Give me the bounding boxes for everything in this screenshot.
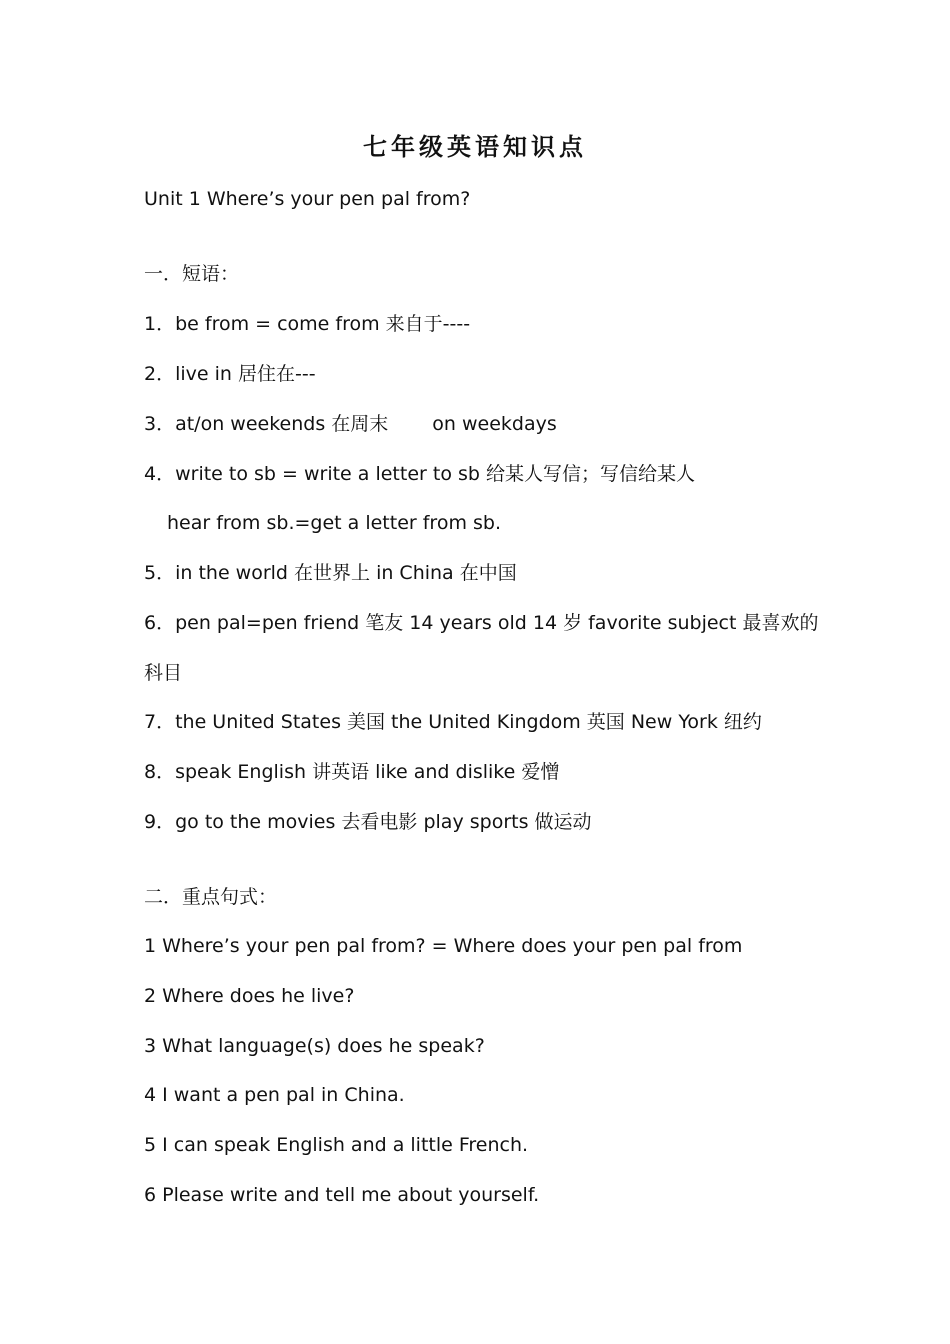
phrase-item-1: 1．be from = come from 来自于---- bbox=[144, 313, 471, 335]
sentence-item-5: 5 I can speak English and a little French. bbox=[144, 1134, 529, 1156]
unit-heading: Unit 1 Where’s your pen pal from? bbox=[144, 188, 471, 210]
phrase-item-3-part-a: 3．at/on weekends 在周末 bbox=[144, 413, 389, 435]
phrase-item-4: 4．write to sb = write a letter to sb 给某人写信；写信给某人 bbox=[144, 463, 695, 485]
phrase-item-4-continued: hear from sb.=get a letter from sb. bbox=[167, 512, 501, 534]
phrase-item-7: 7．the United States 美国 the United Kingdom 英国 New York 纽约 bbox=[144, 711, 762, 733]
phrase-item-3-part-b: on weekdays bbox=[432, 413, 557, 435]
phrase-item-5: 5．in the world 在世界上 in China 在中国 bbox=[144, 562, 517, 584]
sentence-item-3: 3 What language(s) does he speak? bbox=[144, 1035, 485, 1057]
section-heading-sentences: 二．重点句式： bbox=[144, 886, 278, 908]
sentence-item-4: 4 I want a pen pal in China. bbox=[144, 1084, 405, 1106]
phrase-item-6: 6．pen pal=pen friend 笔友 14 years old 14 岁 favorite subject 最喜欢的 bbox=[144, 612, 819, 634]
section-heading-phrases: 一．短语： bbox=[144, 263, 240, 285]
phrase-item-6-wrap: 科目 bbox=[144, 662, 183, 684]
sentence-item-1: 1 Where’s your pen pal from? = Where does your pen pal from bbox=[144, 935, 743, 957]
phrase-item-8: 8．speak English 讲英语 like and dislike 爱憎 bbox=[144, 761, 560, 783]
phrase-item-3 bbox=[144, 411, 557, 437]
phrase-item-2: 2．live in 居住在--- bbox=[144, 363, 316, 385]
document-title: 七年级英语知识点 bbox=[363, 132, 587, 161]
sentence-item-6: 6 Please write and tell me about yourself. bbox=[144, 1184, 540, 1206]
phrase-item-9: 9．go to the movies 去看电影 play sports 做运动 bbox=[144, 811, 592, 833]
sentence-item-2: 2 Where does he live? bbox=[144, 985, 355, 1007]
